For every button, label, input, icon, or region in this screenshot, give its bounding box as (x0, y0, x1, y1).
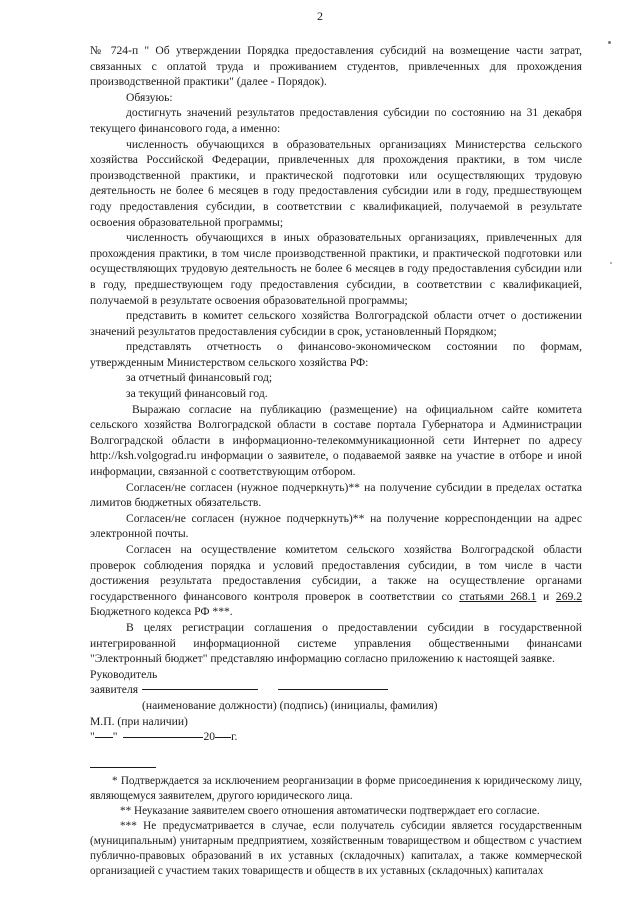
signature-line (142, 689, 258, 690)
obligation-paragraph: численность обучающихся в образовательных организациях Министерства сельского хозяйства Российской Федерации, привлеченных для прохождения практики, в том числе производственной практики, и практической подготовки или осуществляющих трудовую деятельность не более 6 месяцев в году предоставления субсидии или в году, предшествующем году предоставления субсидии, в соответствии с квалификацией, получаемой в результате освоения образовательной программы; (90, 137, 582, 229)
footnote-2: ** Неуказание заявителем своего отношения автоматически подтверждает его согласие. (120, 804, 540, 817)
budget-code-article-link[interactable]: 269.2 (555, 589, 582, 603)
obligation-paragraph: численность обучающихся в иных образовательных организациях, привлеченных для прохождения практики, в том числе производственной практики, и практической подготовки или осуществляющих трудовую деятельность не более 6 месяцев в году предоставления субсидии или в году, предшествующем году предоставления субсидии, в соответствии с квалификацией, получаемой в результате освоения образовательной программы; (90, 231, 582, 307)
scan-speck (610, 262, 612, 264)
registration-paragraph: В целях регистрации соглашения о предоставлении субсидии в государственной интегрированной информационной системе управления общественными финансами "Электронный бюджет" представляю информацию согласно приложению к настоящей заявке. (90, 620, 582, 666)
obligation-paragraph: представить в комитет сельского хозяйства Волгоградской области отчет о достижении значений результатов предоставления субсидии в срок, установленный Порядком; (90, 309, 582, 338)
consent-inspection-paragraph (90, 542, 582, 620)
footnote-separator (90, 767, 156, 768)
consent-publication-paragraph: Выражаю согласие на публикацию (размещение) на официальном сайте комитета сельского хозяйства Волгоградской области в составе портала Губернатора и Администрации Волгоградской области в информационно-телекоммуникационной сети Интернет по адресу http://ksh.volgograd.ru информации о заявителе, о подаваемой заявке на участие в отборе и иной информации, связанной с соответствующим отбором. (90, 402, 582, 479)
signer-line (90, 682, 582, 698)
signer-title: Руководитель (90, 667, 158, 681)
stamp-note: М.П. (при наличии) (90, 714, 188, 728)
budget-code-article-link[interactable]: статьями 268.1 (459, 589, 537, 603)
signature-line (278, 689, 388, 690)
obligation-paragraph: представлять отчетность о финансово-экономическом состоянии по формам, утвержденным Министерством сельского хозяйства РФ: (90, 340, 582, 369)
month-blank (123, 737, 203, 738)
signature-caption: (наименование должности) (подпись) (инициалы, фамилия) (142, 698, 438, 712)
obligation-heading: Обязуюь: (126, 90, 173, 104)
signer-title-cont: заявителя (90, 683, 139, 697)
order-reference-paragraph: № 724-п " Об утверждении Порядка предоставления субсидий на возмещение части затрат, связанных с оплатой труда и проживанием студентов, привлеченных для прохождения производственной практики" (далее - Порядок). (90, 44, 582, 89)
footnote-1: * Подтверждается за исключением реорганизации в форме присоединения к юридическому лицу, являющемуся заявителем, другого юридического лица. (90, 774, 582, 802)
footnote-3: *** Не предусматривается в случае, если получатель субсидии является государственным (муниципальным) унитарным предприятием, хозяйственным товариществом и обществом с участием публично-правовых образований в их уставных (складочных) капиталах, а также коммерческой организацией с участием таких товариществ и обществ в их уставных (складочных) капиталах (90, 819, 582, 877)
obligation-list-item: за отчетный финансовый год; (126, 371, 273, 385)
date-line (90, 729, 582, 745)
consent-email-paragraph: Согласен/не согласен (нужное подчеркнуть)** на получение корреспонденции на адрес электронной почты. (90, 511, 582, 541)
year-suffix: г. (231, 730, 238, 744)
year-prefix: 20 (203, 730, 216, 744)
footnotes (90, 774, 582, 879)
day-blank (95, 737, 113, 738)
consent-inspection-text: и (536, 589, 556, 603)
scan-speck (608, 41, 611, 44)
consent-limits-paragraph: Согласен/не согласен (нужное подчеркнуть)** на получение субсидии в пределах остатка лимитов бюджетных обязательств. (90, 480, 582, 510)
consent-inspection-text: Согласен на осуществление комитетом сельского хозяйства Волгоградской области проверок соблюдения порядка и условий предоставления субсидии, в том числе в части достижения результата предоставления субсидии, а также на осуществление органами государственного финансового контроля проверок в соответствии со (90, 543, 582, 603)
consent-inspection-text: Бюджетного кодекса РФ ***. (90, 605, 233, 619)
date-quote: " (90, 730, 95, 744)
year-blank (215, 737, 231, 738)
date-quote: " (112, 730, 118, 744)
obligation-list-item: за текущий финансовый год. (126, 387, 268, 401)
page-number: 2 (317, 9, 323, 23)
obligation-paragraph: достигнуть значений результатов предоставления субсидии по состоянию на 31 декабря текущего финансового года, а именно: (90, 106, 582, 135)
document-body (90, 43, 582, 879)
